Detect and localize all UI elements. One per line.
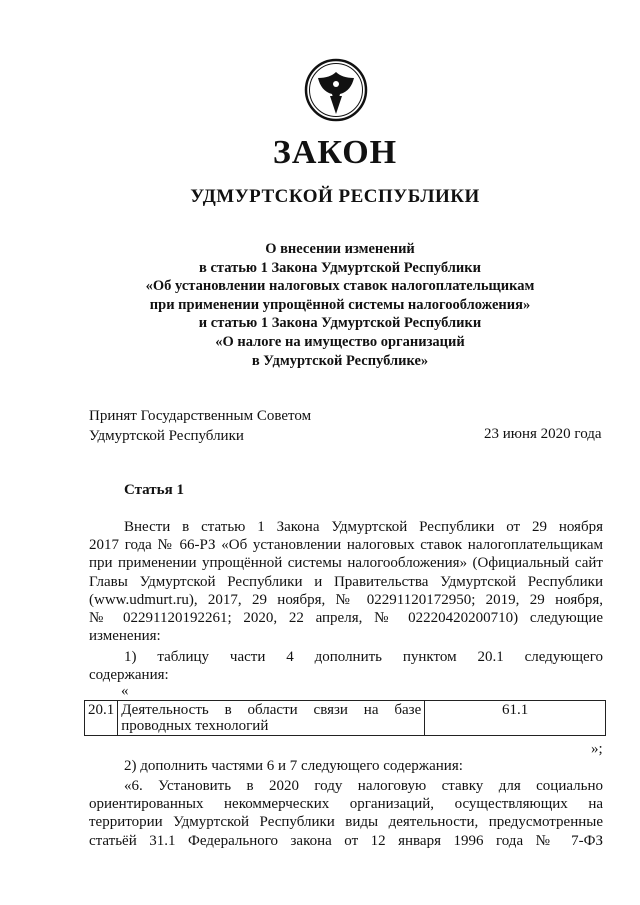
adoption-date: 23 июня 2020 года xyxy=(484,426,602,442)
adoption-line: Принят Государственным Советом xyxy=(89,408,312,424)
paragraph-line: 2017 года № 66-РЗ «Об установлении налоговых ставок налогоплательщикам xyxy=(89,537,603,554)
paragraph-line: «6. Установить в 2020 году налоговую ставку для социально xyxy=(124,778,603,794)
subject-line: при применении упрощённой системы налогообложения» xyxy=(149,296,531,313)
paragraph-line: территории Удмуртской Республики виды деятельности, предусмотренные xyxy=(89,814,603,831)
amendment-item-1 xyxy=(89,648,603,684)
paragraph-line: изменения: xyxy=(89,628,161,645)
paragraph-line: № 02291120192261; 2020, 22 апреля, № 02220420200710) следующие xyxy=(89,610,603,627)
adoption-statement xyxy=(89,406,311,446)
paragraph-line: статьёй 31.1 Федерального закона от 12 января 1996 года № 7-ФЗ xyxy=(89,832,603,849)
article-paragraph xyxy=(89,518,603,645)
paragraph-line: содержания: xyxy=(89,667,169,684)
table-cell-number: 20.1 xyxy=(85,701,118,736)
subject-line: и статью 1 Закона Удмуртской Республики xyxy=(198,315,482,332)
udmurt-coat-of-arms-icon xyxy=(304,58,368,122)
table-row xyxy=(85,701,606,736)
subject-line: О внесении изменений xyxy=(265,241,415,257)
law-subject xyxy=(0,240,640,370)
table-cell-activity: Деятельность в области связи на базе проводных технологий xyxy=(118,701,425,736)
amendment-item-2: 2) дополнить частями 6 и 7 следующего содержания: xyxy=(124,758,463,774)
paragraph-line: Внести в статью 1 Закона Удмуртской Республики от 29 ноября xyxy=(124,519,603,535)
closing-quote: »; xyxy=(591,741,603,757)
law-title: ЗАКОН xyxy=(272,134,398,171)
paragraph-line: 1) таблицу части 4 дополнить пунктом 20.1 следующего xyxy=(124,649,603,665)
subject-line: в Удмуртской Республике» xyxy=(251,352,429,369)
table-cell-rate: 61.1 xyxy=(425,701,606,736)
article-heading: Статья 1 xyxy=(124,482,184,498)
part-6-paragraph xyxy=(89,777,603,850)
law-subtitle: УДМУРТСКОЙ РЕСПУБЛИКИ xyxy=(190,186,480,207)
paragraph-line: Главы Удмуртской Республики и Правительства Удмуртской Республики xyxy=(89,573,603,590)
subject-line: «О налоге на имущество организаций xyxy=(215,333,465,350)
amendment-table xyxy=(84,700,606,736)
paragraph-line: при применении упрощённой системы налогообложения» (Официальный сайт xyxy=(89,555,603,572)
adoption-line: Удмуртской Республики xyxy=(89,428,244,444)
subject-line: в статью 1 Закона Удмуртской Республики xyxy=(199,259,481,276)
paragraph-line: ориентированных некоммерческих организаций, осуществляющих на xyxy=(89,796,603,813)
subject-line: «Об установлении налоговых ставок налогоплательщикам xyxy=(145,278,535,295)
paragraph-line: (www.udmurt.ru), 2017, 29 ноября, № 02291120172950; 2019, 29 ноября, xyxy=(89,591,603,608)
opening-quote: « xyxy=(121,683,129,699)
